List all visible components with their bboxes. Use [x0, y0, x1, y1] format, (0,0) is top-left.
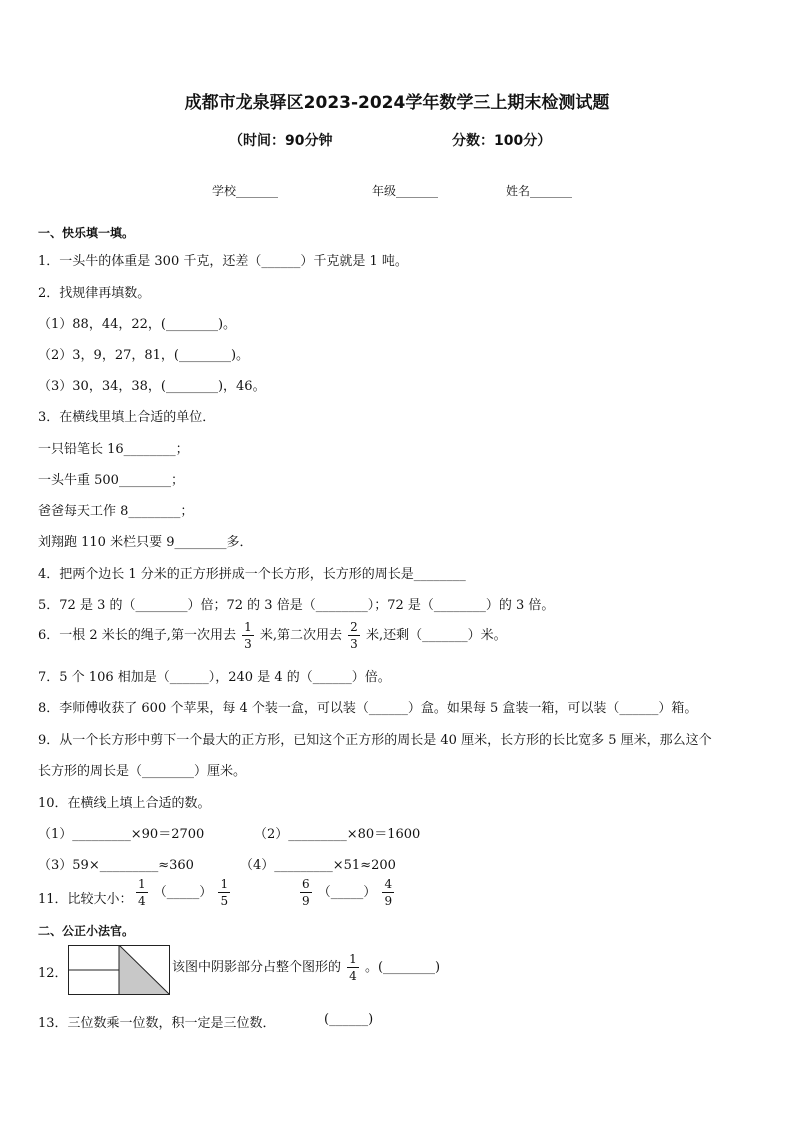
question-10-stem: 10．在横线上填上合适的数。 — [38, 796, 211, 811]
school-field: 学校_______ — [212, 184, 279, 198]
question-3-part-1: 一只铅笔长 16________； — [38, 442, 189, 457]
name-field: 姓名_______ — [506, 184, 573, 198]
fraction-denominator: 3 — [244, 637, 252, 651]
question-2-part-1: （1）88，44，22，(________)。 — [38, 317, 237, 332]
comparison-blank-1: （_____） — [153, 885, 213, 900]
fraction-numerator: 6 — [302, 877, 310, 891]
page-title: 成都市龙泉驿区2023-2024学年数学三上期末检测试题 — [184, 93, 610, 113]
question-9-line-2: 长方形的周长是（________）厘米。 — [38, 764, 247, 779]
grade-field: 年级_______ — [372, 184, 439, 198]
question-1: 1．一头牛的体重是 300 千克，还差（______）千克就是 1 吨。 — [38, 254, 408, 269]
question-3-stem: 3．在横线里填上合适的单位． — [38, 410, 216, 425]
question-2-stem: 2．找规律再填数。 — [38, 286, 151, 301]
question-11-comparison-2 — [298, 878, 396, 907]
question-11-comparison-1 — [134, 878, 232, 907]
question-11-label: 11．比较大小： — [38, 892, 133, 907]
fraction-denominator: 3 — [350, 637, 358, 651]
fraction-denominator: 9 — [302, 894, 310, 908]
question-10-part-2: （2）_________×80＝1600 — [254, 827, 421, 842]
question-9-line-1: 9．从一个长方形中剪下一个最大的正方形，已知这个正方形的周长是 40 厘米，长方形的长比宽多 5 厘米，那么这个 — [38, 733, 712, 748]
question-10-part-1: （1）_________×90＝2700 — [38, 827, 205, 842]
fraction-denominator: 9 — [384, 894, 393, 908]
question-6-text-3: 米,还剩（_______）米。 — [365, 628, 507, 643]
question-12-text — [172, 953, 440, 982]
question-8: 8．李师傅收获了 600 个苹果，每 4 个装一盒，可以装（______）盒。如果每 5 盒装一箱，可以装（______）箱。 — [38, 701, 698, 716]
exam-time: （时间：90分钟 — [229, 133, 333, 149]
question-2-part-2: （2）3，9，27，81，(________)。 — [38, 348, 250, 363]
fraction-numerator: 1 — [138, 877, 146, 891]
fraction-right-1 — [218, 878, 230, 907]
question-6-text-1: 6．一根 2 米长的绳子,第一次用去 — [38, 628, 236, 643]
fraction-two-thirds — [348, 621, 360, 650]
question-3-part-4: 刘翔跑 110 米栏只要 9________多． — [38, 535, 253, 550]
fraction-right-2 — [382, 878, 394, 907]
question-13-answer-blank: (______) — [324, 1012, 374, 1027]
question-3-part-3: 爸爸每天工作 8________； — [38, 504, 194, 519]
question-6 — [38, 621, 507, 650]
question-12-answer-blank: 。(________) — [364, 960, 441, 975]
question-4: 4．把两个边长 1 分米的正方形拼成一个长方形，长方形的周长是________ — [38, 567, 466, 582]
question-12-prompt: 该图中阴影部分占整个图形的 — [172, 960, 342, 975]
fraction-one-third — [242, 621, 254, 650]
fraction-denominator: 4 — [349, 969, 357, 983]
fraction-left-2 — [300, 878, 312, 907]
fraction-numerator: 1 — [220, 877, 229, 891]
question-7: 7．5 个 106 相加是（______），240 是 4 的（______）倍。 — [38, 670, 391, 685]
question-2-part-3: （3）30，34，38，(________)，46。 — [38, 379, 266, 394]
question-10-part-3: （3）59×_________≈360 — [38, 858, 194, 873]
fraction-numerator: 1 — [349, 952, 357, 966]
fraction-left-1 — [136, 878, 148, 907]
section-2-heading: 二、公正小法官。 — [38, 924, 135, 938]
question-3-part-2: 一头牛重 500________； — [38, 473, 184, 488]
question-5: 5．72 是 3 的（________）倍；72 的 3 倍是（________）；72 是（________）的 3 倍。 — [38, 598, 555, 613]
fraction-one-quarter — [347, 953, 359, 982]
fraction-denominator: 5 — [220, 894, 229, 908]
question-6-text-2: 米,第二次用去 — [259, 628, 343, 643]
fraction-numerator: 2 — [350, 620, 358, 634]
exam-score: 分数：100分） — [452, 133, 552, 149]
rectangle-shading-figure — [68, 945, 170, 995]
question-13: 13．三位数乘一位数，积一定是三位数． — [38, 1016, 276, 1031]
fraction-numerator: 1 — [244, 620, 252, 634]
fraction-denominator: 4 — [138, 894, 146, 908]
fraction-numerator: 4 — [384, 877, 393, 891]
comparison-blank-2: （_____） — [317, 885, 377, 900]
question-10-part-4: （4）_________×51≈200 — [240, 858, 396, 873]
question-12-number: 12． — [38, 966, 68, 981]
section-1-heading: 一、快乐填一填。 — [38, 226, 135, 240]
